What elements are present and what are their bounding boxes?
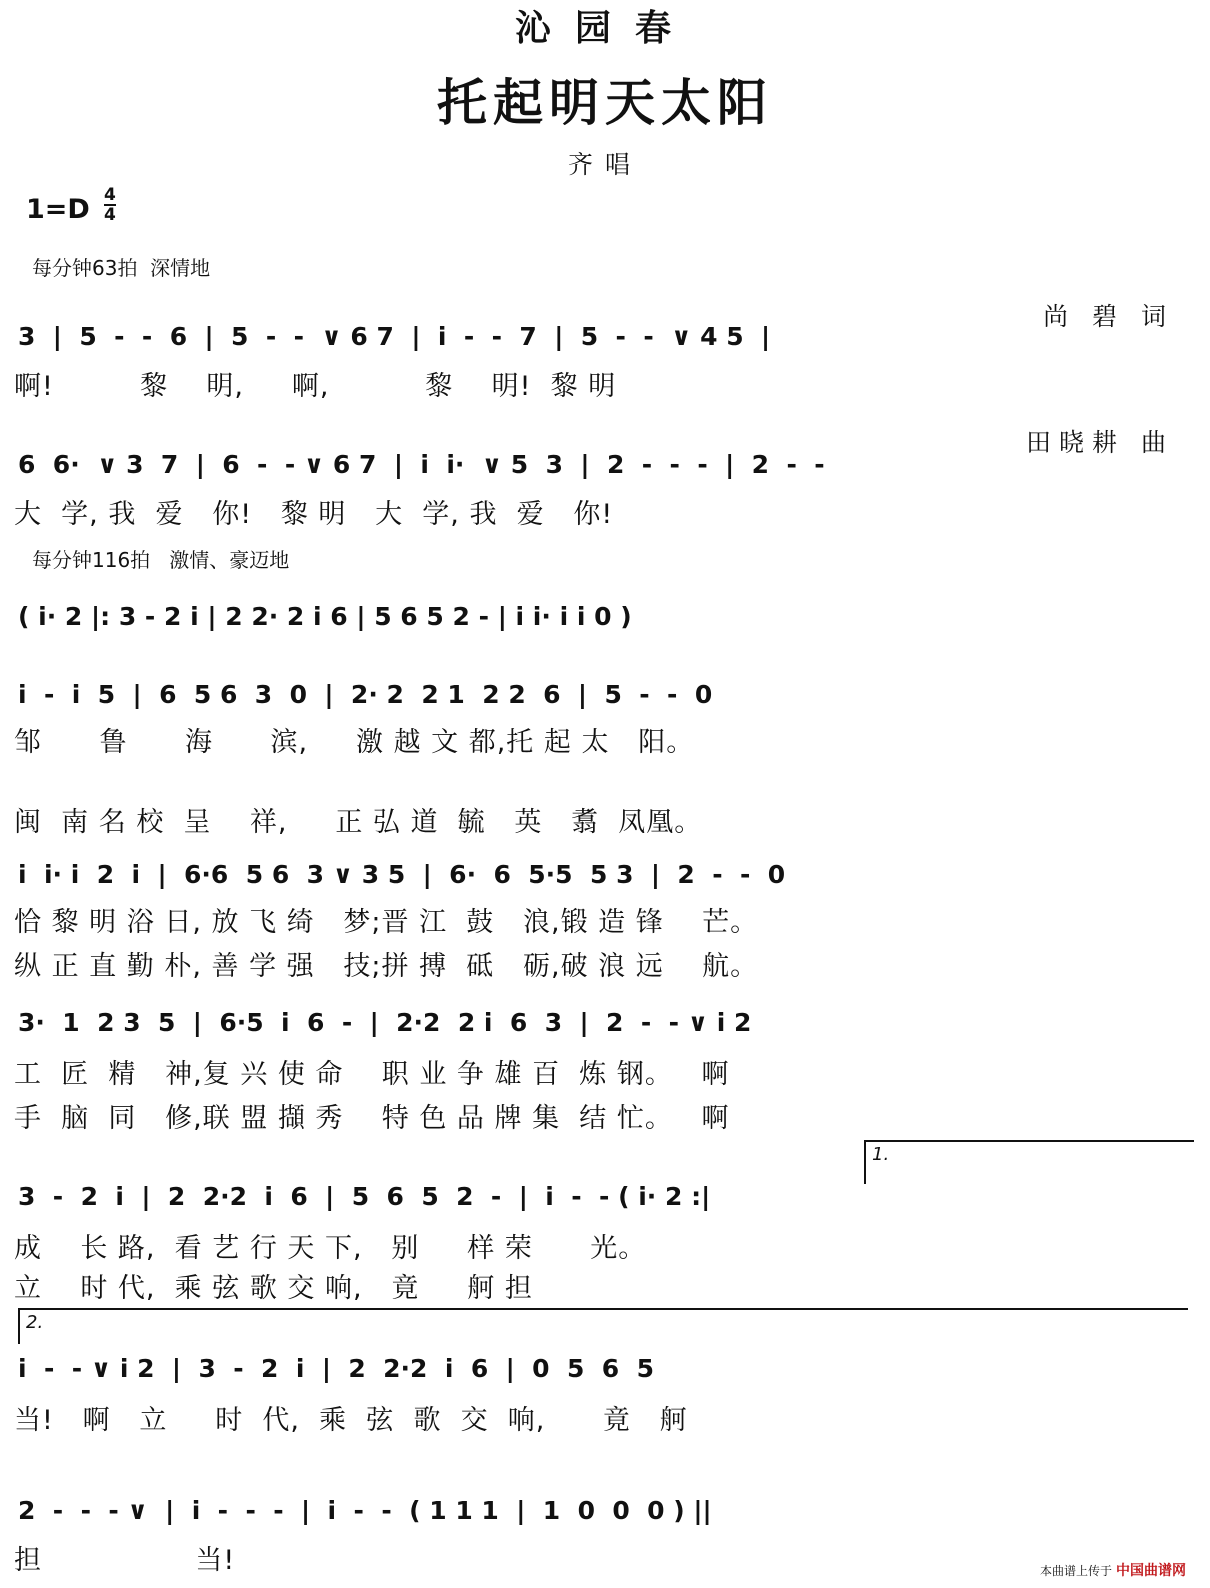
lyric-line: 工 匠 精 神,复 兴 使 命 职 业 争 雄 百 炼 钢。 啊 [14, 1059, 730, 1090]
meter-bottom: 4 [104, 205, 116, 225]
tempo-marking-2: 每分钟116拍 激情、豪迈地 [32, 548, 290, 572]
upload-text: 本曲谱上传于 [1039, 1564, 1112, 1578]
key-signature: 1=D [26, 194, 90, 225]
subtitle: 沁园春 [514, 7, 695, 49]
volta-2-label: 2. [26, 1312, 44, 1333]
notation-line: ( i· 2 |: 3 - 2 i | 2 2· 2 i 6 | 5 6 5 2 - | i i· i i 0 ) [18, 602, 632, 631]
lyric-line: 手 脑 同 修,联 盟 擷 秀 特 色 品 牌 集 结 忙。 啊 [14, 1103, 730, 1134]
notation-line: 3 - 2 i | 2 2·2 i 6 | 5 6 5 2 - | i - - ( i· 2 :| [18, 1182, 711, 1211]
lyric-line: 恰 黎 明 浴 日, 放 飞 绮 梦;晋 江 鼓 浪,锻 造 锋 芒。 [14, 907, 759, 938]
composer: 田晓耕 曲 [1026, 428, 1174, 457]
notation-line: 6 6· ∨ 3 7 | 6 - - ∨ 6 7 | i i· ∨ 5 3 | 2 - - - | 2 - - [18, 450, 825, 479]
footer [1040, 1560, 1186, 1580]
lyric-line: 啊! 黎 明, 啊, 黎 明! 黎 明 [14, 371, 617, 402]
notation-line: 3 | 5 - - 6 | 5 - - ∨ 6 7 | i - - 7 | 5 - - ∨ 4 5 | [18, 322, 771, 351]
page-title: 托起明天太阳 [437, 73, 773, 132]
lyric-line: 担 当! [14, 1545, 236, 1576]
lyric-line: 纵 正 直 勤 朴, 善 学 强 技;拼 搏 砥 砺,破 浪 远 航。 [14, 951, 759, 982]
lyric-line: 当! 啊 立 时 代, 乘 弦 歌 交 响, 竟 舸 [14, 1405, 688, 1436]
lyric-line: 闽 南 名 校 呈 祥, 正 弘 道 毓 英 翥 凤凰。 [14, 807, 703, 838]
lyric-line: 成 长 路, 看 艺 行 天 下, 别 样 荣 光。 [14, 1233, 647, 1264]
volta-1-bracket [864, 1140, 866, 1184]
performance-mode: 齐唱 [567, 150, 642, 179]
notation-line: 2 - - - ∨ | i - - - | i - - ( 1 1 1 | 1 0 0 0 ) || [18, 1496, 712, 1525]
lyric-line: 邹 鲁 海 滨, 激 越 文 都,托 起 太 阳。 [14, 727, 695, 758]
meter-top: 4 [104, 185, 116, 205]
credits [1026, 212, 1174, 506]
lyric-line: 大 学, 我 爱 你! 黎 明 大 学, 我 爱 你! [14, 499, 614, 530]
notation-line: i - - ∨ i 2 | 3 - 2 i | 2 2·2 i 6 | 0 5 6 5 [18, 1354, 654, 1383]
lyricist: 尚 碧 词 [1043, 302, 1174, 331]
volta-1-line [864, 1140, 1194, 1142]
volta-2-line [18, 1308, 1188, 1310]
tempo-marking-1: 每分钟63拍 深情地 [32, 256, 211, 280]
volta-2-bracket [18, 1308, 20, 1344]
notation-line: 3· 1 2 3 5 | 6·5 i 6 - | 2·2 2 i 6 3 | 2 - - ∨ i 2 [18, 1008, 752, 1037]
volta-1-label: 1. [872, 1144, 890, 1165]
site-logo: 中国曲谱网 [1116, 1563, 1186, 1579]
time-signature [104, 186, 116, 224]
notation-line: i - i 5 | 6 5 6 3 0 | 2· 2 2 1 2 2 6 | 5 - - 0 [18, 680, 713, 709]
notation-line: i i· i 2 i | 6·6 5 6 3 ∨ 3 5 | 6· 6 5·5 5 3 | 2 - - 0 [18, 860, 786, 889]
lyric-line: 立 时 代, 乘 弦 歌 交 响, 竟 舸 担 [14, 1273, 533, 1304]
